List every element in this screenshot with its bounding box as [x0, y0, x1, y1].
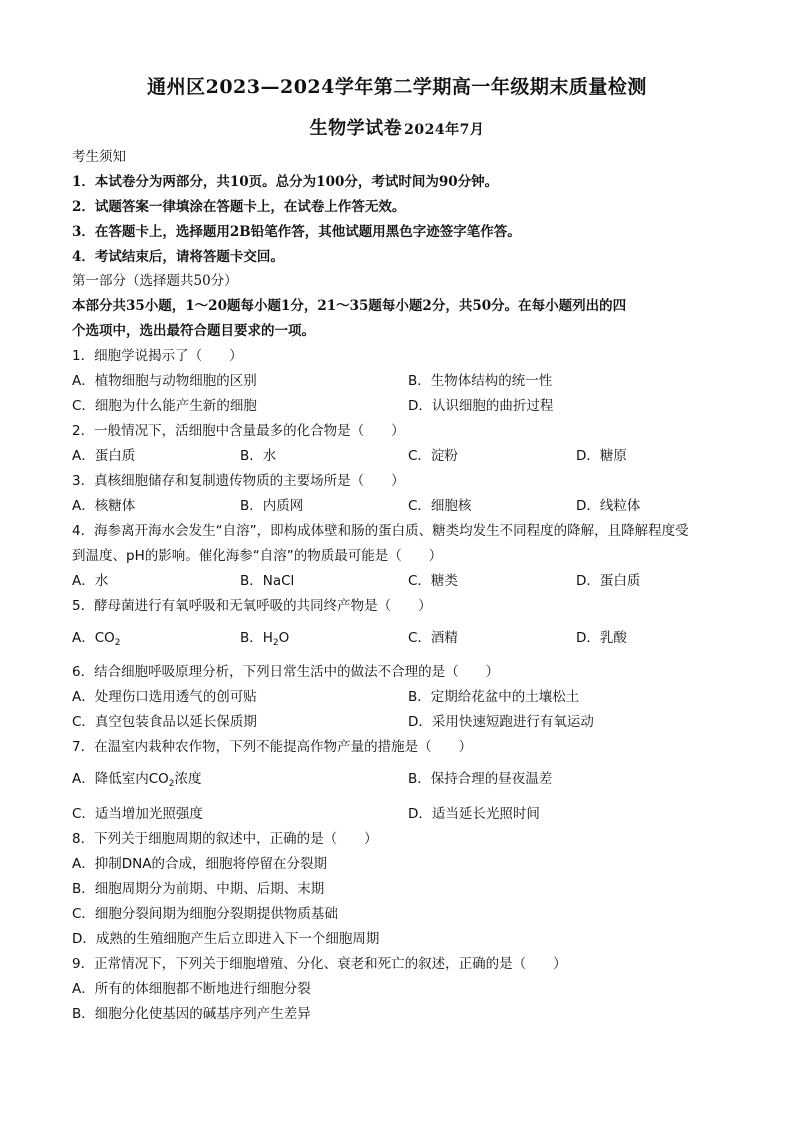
- question-stem: 1．细胞学说揭示了（ ）: [72, 348, 243, 364]
- notice-item: 4．考试结束后，请将答题卡交回。: [72, 249, 284, 265]
- option: B．水: [240, 448, 277, 464]
- question-stem: 到温度、pH的影响。催化海参“自溶”的物质最可能是（ ）: [72, 548, 443, 564]
- option: A．蛋白质: [72, 448, 136, 464]
- option: D．线粒体: [576, 498, 641, 514]
- option: C．真空包装食品以延长保质期: [72, 714, 257, 730]
- question-stem: 5．酵母菌进行有氧呼吸和无氧呼吸的共同终产物是（ ）: [72, 598, 432, 614]
- option: B．细胞周期分为前期、中期、后期、末期: [72, 881, 325, 897]
- option: C．适当增加光照强度: [72, 806, 203, 822]
- option: A．$CO_2$: [72, 630, 121, 648]
- question-stem: 8．下列关于细胞周期的叙述中，正确的是（ ）: [72, 831, 378, 847]
- option: B．$H_2O$: [240, 630, 290, 648]
- part-intro: 个选项中，选出最符合题目要求的一项。: [72, 323, 315, 339]
- question-stem: 6．结合细胞呼吸原理分析，下列日常生活中的做法不合理的是（ ）: [72, 664, 500, 680]
- question-stem: 4．海参离开海水会发生“自溶”，即构成体壁和肠的蛋白质、糖类均发生不同程度的降解，且降解程度受: [72, 523, 689, 539]
- option: D．成熟的生殖细胞产生后立即进入下一个细胞周期: [72, 931, 380, 947]
- option: A．降低室内$CO_2$浓度: [72, 771, 202, 789]
- notice-heading: 考生须知: [72, 149, 126, 165]
- notice-item: 1．本试卷分为两部分，共10页。总分为100分，考试时间为90分钟。: [72, 174, 499, 190]
- option: D．认识细胞的曲折过程: [408, 398, 554, 414]
- question-stem: 9．正常情况下，下列关于细胞增殖、分化、衰老和死亡的叙述，正确的是（ ）: [72, 956, 567, 972]
- option: A．核糖体: [72, 498, 136, 514]
- option: C．酒精: [408, 630, 458, 646]
- exam-subtitle: [0, 114, 794, 140]
- option: B．细胞分化使基因的碱基序列产生差异: [72, 1006, 311, 1022]
- exam-title: 通州区2023—2024学年第二学期高一年级期末质量检测: [147, 76, 647, 98]
- option: B．保持合理的昼夜温差: [408, 771, 553, 787]
- option: C．细胞分裂间期为细胞分裂期提供物质基础: [72, 906, 338, 922]
- option: B．内质网: [240, 498, 304, 514]
- question-stem: 3．真核细胞储存和复制遗传物质的主要场所是（ ）: [72, 473, 405, 489]
- question-stem: 2．一般情况下，活细胞中含量最多的化合物是（ ）: [72, 423, 405, 439]
- option: A．水: [72, 573, 109, 589]
- option: C．淀粉: [408, 448, 458, 464]
- option: D．蛋白质: [576, 573, 641, 589]
- part-heading: 第一部分（选择题共50分）: [72, 273, 238, 289]
- option: A．植物细胞与动物细胞的区别: [72, 373, 257, 389]
- notice-item: 2．试题答案一律填涂在答题卡上，在试卷上作答无效。: [72, 199, 406, 215]
- subject-name: 生物学试卷: [309, 118, 403, 139]
- option: C．细胞核: [408, 498, 472, 514]
- exam-date: 2024年7月: [404, 122, 485, 138]
- option: A．抑制DNA的合成，细胞将停留在分裂期: [72, 856, 327, 872]
- option: C．细胞为什么能产生新的细胞: [72, 398, 257, 414]
- option: A．处理伤口选用透气的创可贴: [72, 689, 257, 705]
- option: C．糖类: [408, 573, 458, 589]
- option: B．生物体结构的统一性: [408, 373, 553, 389]
- option: D．适当延长光照时间: [408, 806, 540, 822]
- option: B．NaCl: [240, 573, 295, 589]
- option: B．定期给花盆中的土壤松土: [408, 689, 580, 705]
- option: A．所有的体细胞都不断地进行细胞分裂: [72, 981, 311, 997]
- option: D．糖原: [576, 448, 627, 464]
- part-intro: 本部分共35小题，1～20题每小题1分，21～35题每小题2分，共50分。在每小题列出的四: [72, 298, 627, 314]
- option: D．乳酸: [576, 630, 627, 646]
- question-stem: 7．在温室内栽种农作物，下列不能提高作物产量的措施是（ ）: [72, 739, 473, 755]
- option: D．采用快速短跑进行有氧运动: [408, 714, 594, 730]
- notice-item: 3．在答题卡上，选择题用2B铅笔作答，其他试题用黑色字迹签字笔作答。: [72, 224, 521, 240]
